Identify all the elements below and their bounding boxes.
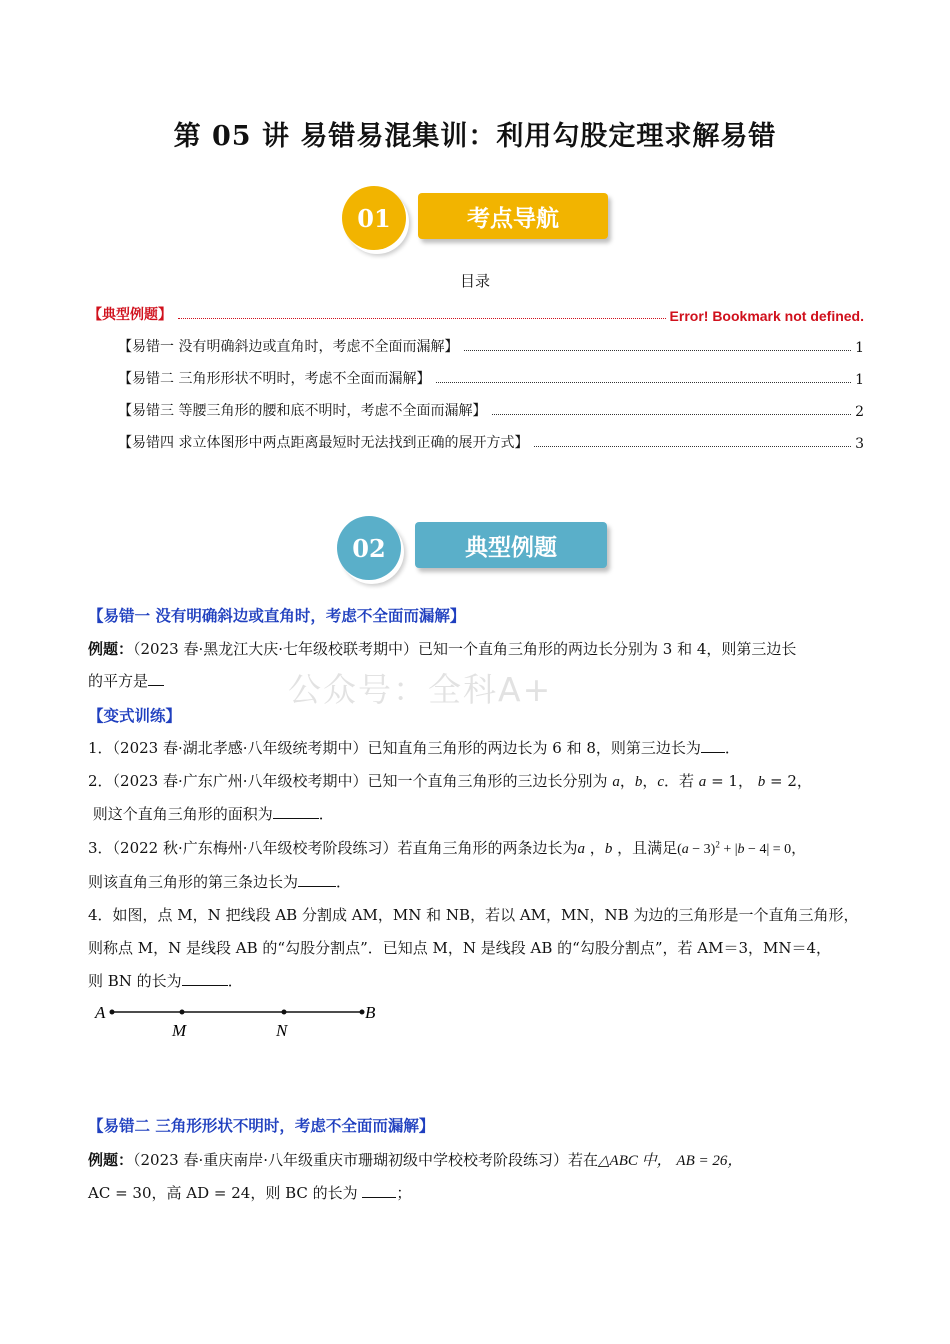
- example-label: 例题：: [88, 1151, 134, 1169]
- label-m: M: [172, 1021, 187, 1040]
- example-text: （2023 春·重庆南岸·八年级重庆市珊瑚初级中学校校考阶段练习）若在: [133, 1151, 598, 1169]
- answer-blank[interactable]: [362, 1183, 396, 1198]
- question-4-cont: 则 BN 的长为 ．: [88, 972, 243, 990]
- answer-blank[interactable]: [182, 971, 228, 986]
- question-3: 3．（2022 秋·广东梅州·八年级校考阶段练习）若直角三角形的两条边长为a ，b ，且满足$(a - 3)^2 + |b - 4| = 0$，: [88, 839, 807, 857]
- example-text: （2023 春·黑龙江大庆·七年级校联考期中）已知一个直角三角形的两边长分别为 3 和 4，则第三边长: [133, 640, 797, 658]
- section-heading: 【易错一 没有明确斜边或直角时，考虑不全面而漏解】: [88, 606, 466, 625]
- toc-item-label: 【易错二 三角形形状不明时，考虑不全面而漏解】: [118, 371, 431, 387]
- toc-title: 目录: [459, 272, 490, 290]
- label-n: N: [276, 1021, 288, 1040]
- toc-item-label: 【易错三 等腰三角形的腰和底不明时，考虑不全面而漏解】: [118, 403, 487, 419]
- answer-blank[interactable]: [148, 671, 164, 686]
- point-a: [110, 1010, 115, 1015]
- toc-main-entry[interactable]: [88, 304, 864, 324]
- example-line: [88, 1149, 742, 1170]
- toc-item[interactable]: [118, 368, 864, 388]
- toc-leader: [178, 318, 666, 319]
- toc-item-page: 3: [855, 436, 864, 452]
- example-line: [88, 670, 164, 691]
- question-1: 1．（2023 春·湖北孝感·八年级统考期中）已知直角三角形的两边长为 6 和 8，则第三边长为 ．: [88, 739, 740, 757]
- question-4-cont: [88, 937, 831, 958]
- variant-heading: 【变式训练】: [88, 706, 182, 725]
- label-b: B: [365, 1003, 376, 1022]
- example-line: [88, 638, 796, 659]
- question-3-cont: 则该直角三角形的第三条边长为 ．: [88, 873, 352, 891]
- point-m: [180, 1010, 185, 1015]
- section-heading: 【易错二 三角形形状不明时，考虑不全面而漏解】: [88, 1116, 435, 1135]
- section-badge-examples: [335, 514, 610, 584]
- question-text: 2．（2023 春·广东广州·八年级校考期中）已知一个直角三角形的三边长分别为: [88, 772, 608, 790]
- segment-figure: [92, 1000, 392, 1040]
- example-math: AB = 26，: [676, 1153, 743, 1169]
- toc-leader: [464, 350, 851, 351]
- question-text: 4．如图，点 M，N 把线段 AB 分割成 AM，MN 和 NB，若以 AM，MN，NB 为边的三角形是一个直角三角形，: [88, 906, 859, 924]
- badge-number: 01: [342, 186, 406, 250]
- question-text: 则这个直角三角形的面积为: [92, 805, 273, 823]
- question-text: 则 BN 的长为: [88, 972, 182, 990]
- page-title: 第 05 讲 易错易混集训：利用勾股定理求解易错: [173, 121, 777, 152]
- question-text: 则称点 M，N 是线段 AB 的“勾股分割点”．已知点 M，N 是线段 AB 的“勾股分割点”，若 AM＝3，MN＝4，: [88, 939, 832, 957]
- toc-item-label: 【易错一 没有明确斜边或直角时，考虑不全面而漏解】: [118, 339, 459, 355]
- point-b: [360, 1010, 365, 1015]
- answer-blank[interactable]: [273, 804, 319, 819]
- question-2: 2．（2023 春·广东广州·八年级校考期中）已知一个直角三角形的三边长分别为 a，b，c．若 a = 1， b = 2，: [88, 772, 812, 790]
- question-text: 1．（2023 春·湖北孝感·八年级统考期中）已知直角三角形的两边长为 6 和 8，则第三边长为: [88, 739, 701, 757]
- toc-item-page: 1: [855, 372, 864, 388]
- badge-number: 02: [337, 516, 401, 580]
- toc-leader: [534, 446, 851, 447]
- question-text: 3．（2022 秋·广东梅州·八年级校考阶段练习）若直角三角形的两条边长为: [88, 839, 578, 857]
- answer-blank[interactable]: [701, 738, 725, 753]
- toc-item-label: 【易错四 求立体图形中两点距离最短时无法找到正确的展开方式】: [118, 435, 529, 451]
- toc-leader: [436, 382, 851, 383]
- question-4: [88, 904, 858, 925]
- example-line: AC = 30，高 AD = 24，则 BC 的长为 ；: [88, 1184, 412, 1202]
- toc-item-page: 1: [855, 340, 864, 356]
- example-text: 的平方是: [88, 672, 149, 690]
- example-label: 例题：: [88, 640, 134, 658]
- badge-label: 考点导航: [418, 193, 608, 239]
- toc-main-label: 【典型例题】: [88, 307, 172, 323]
- label-a: A: [95, 1003, 106, 1022]
- toc-item[interactable]: [118, 400, 864, 420]
- example-text: AC = 30，高 AD = 24，则 BC 的长为: [88, 1184, 358, 1202]
- example-math: △ABC 中，: [598, 1153, 672, 1169]
- toc-item[interactable]: [118, 432, 864, 452]
- toc-main-page: Error! Bookmark not defined.: [669, 308, 864, 324]
- answer-blank[interactable]: [298, 872, 336, 887]
- watermark: 公众号：全科A+: [288, 670, 553, 709]
- question-text: 则该直角三角形的第三条边长为: [88, 873, 299, 891]
- badge-label: 典型例题: [415, 522, 607, 568]
- toc-leader: [492, 414, 851, 415]
- point-n: [282, 1010, 287, 1015]
- question-2-cont: 则这个直角三角形的面积为 ．: [92, 805, 334, 823]
- section-badge-guide: [340, 183, 610, 253]
- toc-item[interactable]: [118, 336, 864, 356]
- question-text: 且满足: [632, 839, 678, 857]
- toc-item-page: 2: [855, 404, 864, 420]
